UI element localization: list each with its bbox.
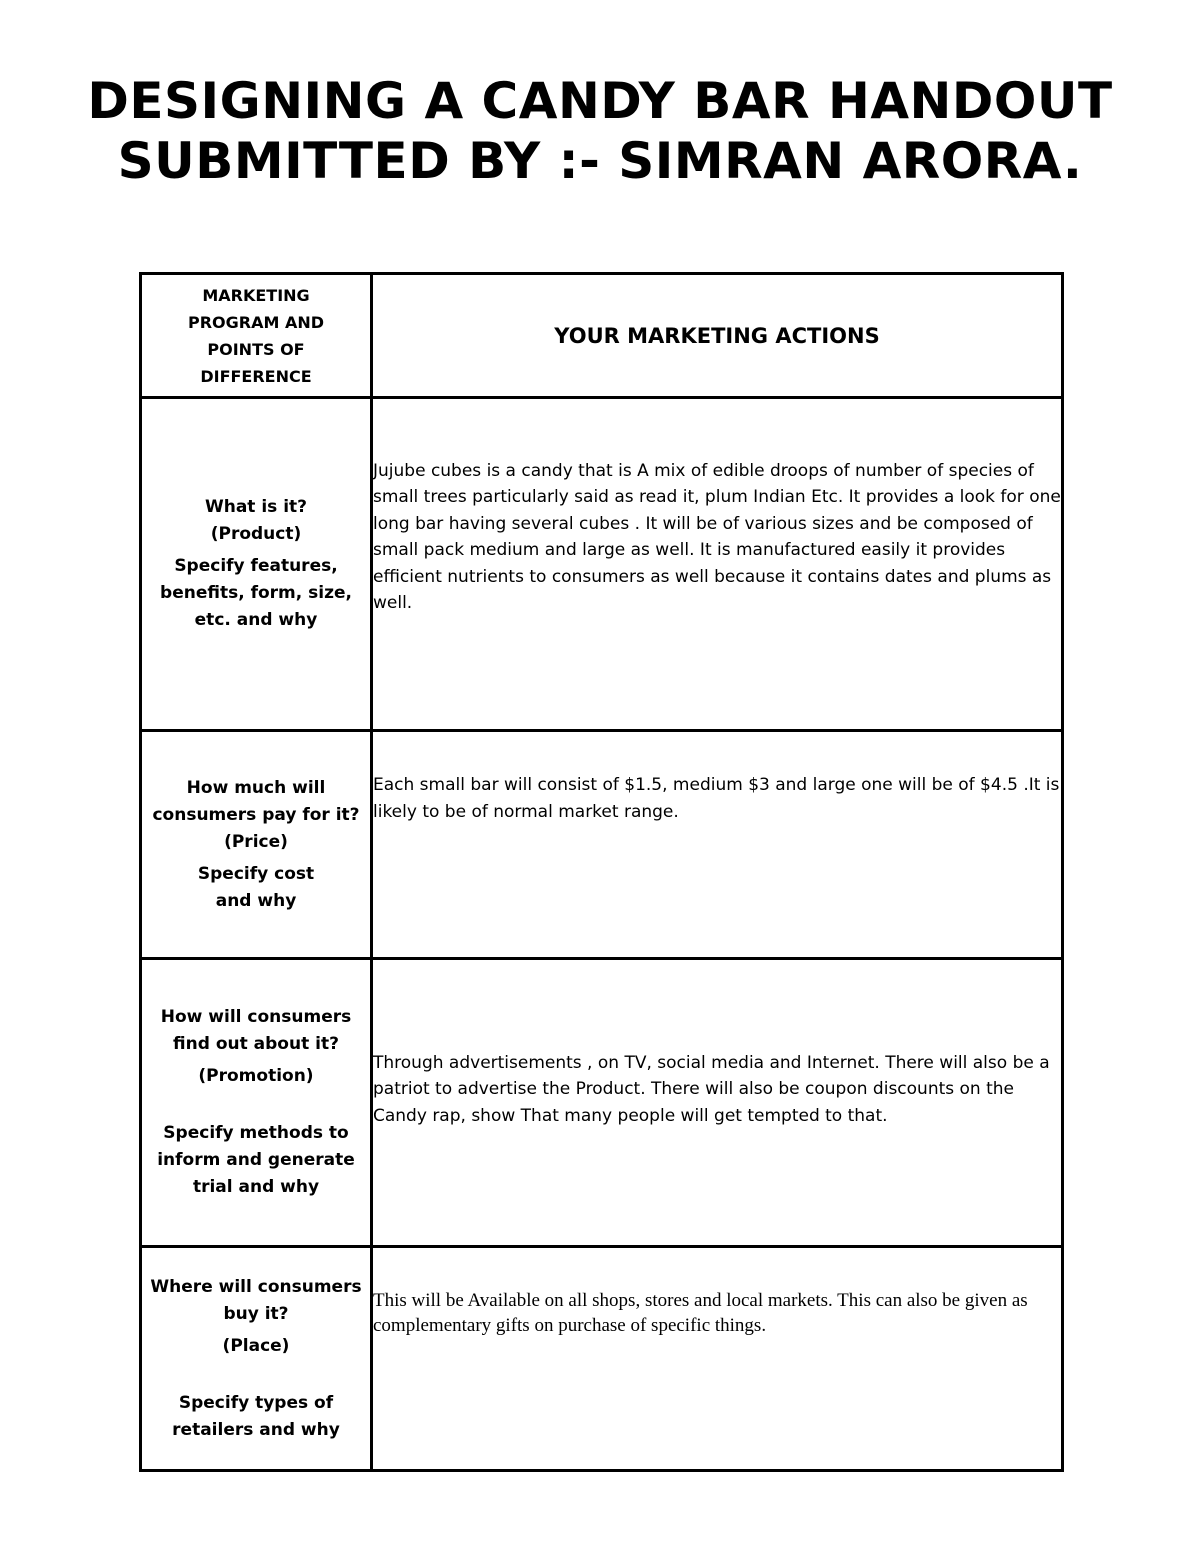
header-left-cell [141, 274, 372, 398]
row-question: How will consumers find out about it? [160, 1007, 352, 1054]
row-answer-cell [372, 959, 1063, 1247]
row-label-cell [141, 959, 372, 1247]
row-answer-cell [372, 731, 1063, 959]
header-left-label: MARKETING PROGRAM AND POINTS OF DIFFERENCE [187, 285, 325, 386]
header-right-cell [372, 274, 1063, 398]
row-answer: Each small bar will consist of $1.5, medium $3 and large one will be of $4.5 .It is likely to be of normal market range. [373, 775, 1060, 822]
document-title-line-2: SUBMITTED BY :- SIMRAN ARORA. [117, 132, 1083, 190]
table-header-row [141, 274, 1063, 398]
row-question: Where will consumers buy it? [150, 1276, 362, 1324]
row-label-cell [141, 731, 372, 959]
marketing-table [139, 272, 1064, 1472]
row-answer-cell [372, 1247, 1063, 1471]
row-answer: Through advertisements , on TV, social media and Internet. There will also be a patriot to advertise the Product. There will also be coupon discounts on the Candy rap, show That many people will get tempted to that. [373, 1052, 1050, 1126]
row-label-cell [141, 398, 372, 731]
row-instruction: Specify methods to inform and generate trial and why [157, 1123, 355, 1197]
table-row-price [141, 731, 1063, 959]
row-category: (Price) [224, 831, 288, 852]
header-right-label: YOUR MARKETING ACTIONS [554, 323, 880, 348]
document-title-line-1: DESIGNING A CANDY BAR HANDOUT [87, 72, 1113, 130]
table-row-product [141, 398, 1063, 731]
row-answer-cell [372, 398, 1063, 731]
row-instruction: Specify features, benefits, form, size, etc. and why [160, 556, 352, 630]
row-category: (Product) [210, 524, 302, 544]
row-category: (Promotion) [198, 1066, 314, 1086]
table-row-place [141, 1247, 1063, 1471]
table-row-promotion [141, 959, 1063, 1247]
row-answer: Jujube cubes is a candy that is A mix of edible droops of number of species of small trees particularly said as read it, plum Indian Etc. It provides a look for one long bar having several cubes . It will be of various sizes and be composed of small pack medium and large as well. It is manufactured easily it provides efficient nutrients to consumers as well because it contains dates and plums as well. [373, 460, 1061, 613]
row-answer: This will be Available on all shops, stores and local markets. This can also be given as complementary gifts on purchase of specific things. [373, 1290, 1028, 1336]
row-instruction: Specify types of retailers and why [172, 1392, 340, 1440]
row-question: How much will consumers pay for it? [152, 777, 360, 825]
row-instruction: Specify cost and why [197, 863, 315, 911]
row-label-cell [141, 1247, 372, 1471]
row-category: (Place) [222, 1335, 290, 1356]
row-question: What is it? [204, 497, 308, 517]
